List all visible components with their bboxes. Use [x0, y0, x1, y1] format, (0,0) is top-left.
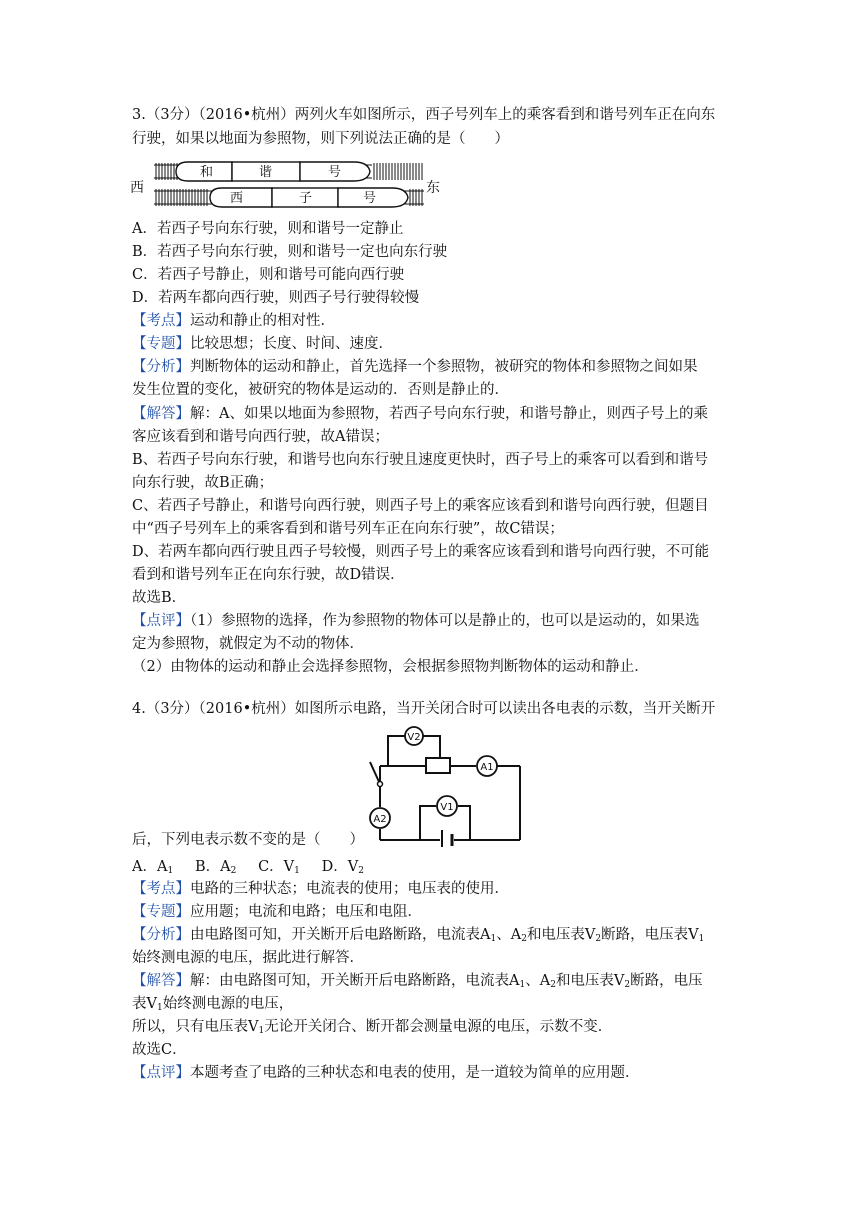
ammeter-a1 — [477, 756, 497, 776]
v1-label: V1 — [440, 802, 454, 813]
q4-option-d: D．$V_2$ — [321, 859, 364, 876]
east-label: 东 — [426, 180, 440, 196]
q4-answer: 故选C． — [132, 1042, 187, 1058]
a2-label: A2 — [373, 814, 387, 825]
q3-fenxi-1 — [132, 356, 698, 379]
xizi-char-3: 号 — [363, 191, 377, 206]
q4-stem-line2: 后，下列电表示数不变的是（ ） — [132, 832, 364, 848]
q4-stem-line1: 4.（3分）（2016•杭州）如图所示电路，当开关闭合时可以读出各电表的示数，当开关断开 — [132, 701, 716, 717]
q3-stem-line2: 行驶，如果以地面为参照物，则下列说法正确的是（ ） — [132, 131, 509, 147]
q3-dianping-1 — [132, 610, 699, 633]
fenxi-text: 判断物体的运动和静止，首先选择一个参照物，被研究的物体和参照物之间如果 — [190, 359, 698, 375]
q3-fenxi-2: 发生位置的变化，被研究的物体是运动的．否则是静止的． — [132, 382, 509, 398]
v2-label: V2 — [407, 732, 421, 743]
west-label: 西 — [130, 180, 144, 196]
q4-option-a: A．$A_1$ — [132, 859, 174, 876]
jieda-tag: 【解答】 — [132, 973, 190, 989]
q4-jieda-2: 表$V_1$始终测电源的电压， — [132, 996, 294, 1013]
q3-jieda-8: 看到和谐号列车正在向东行驶，故D错误． — [132, 567, 405, 583]
q4-fenxi-2: 始终测电源的电压，据此进行解答． — [132, 950, 364, 966]
zhuanti-text: 比较思想；长度、时间、速度． — [190, 336, 393, 352]
voltmeter-v2 — [405, 727, 423, 745]
q3-train-figure — [128, 156, 458, 214]
kaodian-tag: 【考点】 — [132, 881, 190, 897]
q3-jieda-1 — [132, 403, 708, 426]
q3-jieda-4: 向东行驶，故B正确； — [132, 475, 274, 491]
q3-dianping-2: 定为参照物，就假定为不动的物体． — [132, 636, 364, 652]
q4-dianping — [132, 1062, 640, 1085]
q4-circuit-figure — [360, 722, 530, 847]
fenxi-tag: 【分析】 — [132, 359, 190, 375]
q3-option-d: D．若两车都向西行驶，则西子号行驶得较慢 — [132, 290, 420, 306]
q3-option-a: A．若西子号向东行驶，则和谐号一定静止 — [132, 221, 404, 237]
q4-option-c: C．$V_1$ — [258, 859, 300, 876]
q3-zhuanti — [132, 333, 393, 356]
voltmeter-v1 — [437, 796, 457, 816]
zhuanti-text: 应用题；电流和电路；电压和电阻． — [190, 904, 422, 920]
hexie-char-3: 号 — [328, 165, 342, 180]
dianping-tag: 【点评】 — [132, 613, 190, 629]
a1-label: A1 — [480, 762, 494, 773]
q3-jieda-2: 客应该看到和谐号向西行驶，故A错误； — [132, 429, 389, 445]
q3-jieda-3: B、若西子号向东行驶，和谐号也向东行驶且速度更快时，西子号上的乘客可以看到和谐号 — [132, 452, 709, 468]
q3-jieda-5: C、若西子号静止，和谐号向西行驶，则西子号上的乘客应该看到和谐号向西行驶，但题目 — [132, 498, 709, 514]
dianping-tag: 【点评】 — [132, 1065, 190, 1081]
jieda-text: 解：A、如果以地面为参照物，若西子号向东行驶，和谐号静止，则西子号上的乘 — [190, 406, 708, 422]
hexie-char-1: 和 — [200, 165, 214, 180]
kaodian-tag: 【考点】 — [132, 313, 190, 329]
q3-kaodian — [132, 310, 335, 333]
jieda-tag: 【解答】 — [132, 406, 190, 422]
zhuanti-tag: 【专题】 — [132, 904, 190, 920]
q3-jieda-6: 中“西子号列车上的乘客看到和谐号列车正在向东行驶”，故C错误； — [132, 521, 564, 537]
kaodian-text: 电路的三种状态；电流表的使用；电压表的使用． — [190, 881, 509, 897]
q3-answer: 故选B． — [132, 590, 187, 606]
xizi-char-2: 子 — [299, 191, 313, 206]
q4-jieda-3: 所以，只有电压表$V_1$无论开关闭合、断开都会测量电源的电压，示数不变． — [132, 1019, 613, 1036]
q3-option-b: B．若西子号向东行驶，则和谐号一定也向东行驶 — [132, 244, 448, 260]
fenxi-tag: 【分析】 — [132, 927, 190, 943]
dianping-text: （1）参照物的选择，作为参照物的物体可以是静止的，也可以是运动的，如果选 — [190, 613, 700, 629]
dianping-text: 本题考查了电路的三种状态和电表的使用，是一道较为简单的应用题． — [190, 1065, 640, 1081]
q4-option-b: B．$A_2$ — [194, 859, 237, 876]
q4-fenxi-1: 【分析】由电路图可知，开关断开后电路断路，电流表$A_1$、$A_2$和电压表$V_2$断路，电压表$V_1$ — [132, 927, 705, 944]
xizi-char-1: 西 — [230, 191, 244, 206]
q4-jieda-1: 【解答】解：由电路图可知，开关断开后电路断路，电流表$A_1$、$A_2$和电压表$V_2$断路，电压 — [132, 973, 703, 990]
zhuanti-tag: 【专题】 — [132, 336, 190, 352]
q4-kaodian — [132, 878, 509, 901]
q3-jieda-7: D、若两车都向西行驶且西子号较慢，则西子号上的乘客应该看到和谐号向西行驶，不可能 — [132, 544, 710, 560]
q3-stem-line1: 3.（3分）（2016•杭州）两列火车如图所示，西子号列车上的乘客看到和谐号列车正在向东 — [132, 107, 716, 123]
q3-option-c: C．若西子号静止，则和谐号可能向西行驶 — [132, 267, 405, 283]
q3-dianping-3: （2）由物体的运动和静止会选择参照物，会根据参照物判断物体的运动和静止． — [132, 659, 649, 675]
q4-zhuanti — [132, 901, 422, 924]
kaodian-text: 运动和静止的相对性． — [190, 313, 335, 329]
hexie-char-2: 谐 — [259, 165, 273, 180]
ammeter-a2 — [370, 808, 390, 828]
